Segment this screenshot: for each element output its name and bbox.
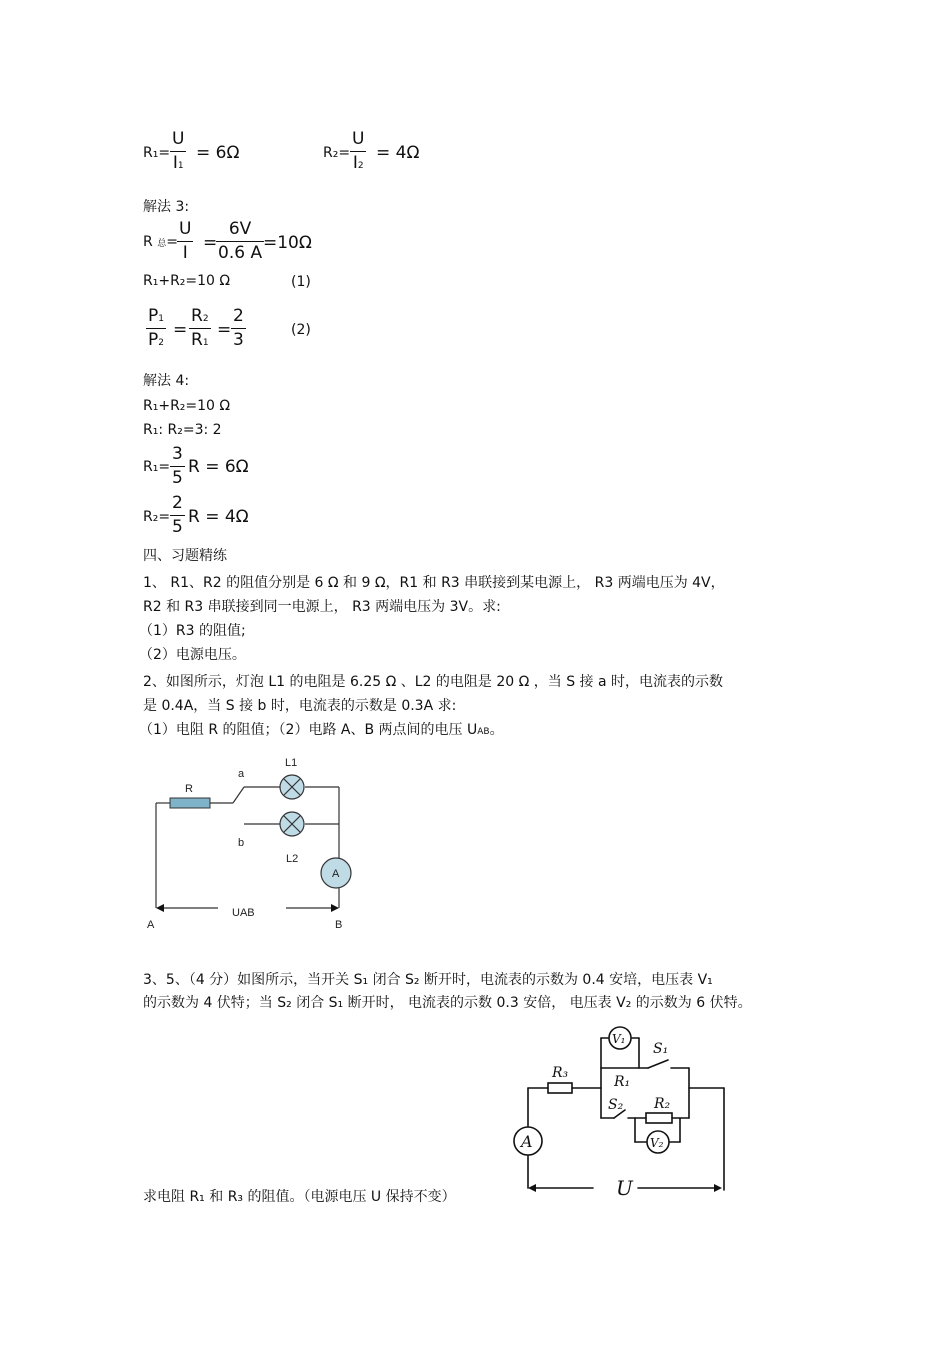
fraction-numerator: 3 (172, 444, 183, 464)
sol3-equation-1: R₁+R₂=10 Ω (143, 273, 231, 289)
fraction-denominator: 5 (172, 468, 183, 488)
equals-sign: = (173, 320, 188, 340)
lamp-l2 (280, 812, 304, 836)
fraction-numerator: P1 (148, 306, 164, 326)
section-title: 四、习题精练 (143, 548, 227, 564)
fraction-numerator: U (172, 129, 185, 149)
label-ammeter: A (521, 1132, 533, 1151)
label-ammeter: A (332, 868, 340, 880)
fraction-denominator: I2 (352, 153, 364, 173)
arrow-right-icon (714, 1184, 722, 1192)
label-r: R (185, 783, 193, 795)
label-point-a: A (147, 919, 155, 931)
q1-line-2: R2 和 R3 串联接到同一电源上， R3 两端电压为 3V。求: (143, 599, 501, 615)
sol2-r2-fraction (350, 131, 366, 172)
arrow-left-icon (528, 1184, 536, 1192)
sol3-resistance-ratio (189, 308, 211, 349)
sol4-r2-label: R₂= (143, 509, 171, 525)
q2-circuit-diagram (140, 750, 380, 940)
sol2-r1-result: = 6Ω (196, 143, 240, 163)
sol4-ratio: R₁: R₂=3: 2 (143, 422, 222, 438)
fraction-denominator: R1 (191, 330, 209, 350)
label-v1: V₁ (612, 1032, 626, 1046)
q1-sub-2: （2）电源电压。 (139, 647, 246, 663)
sol4-r2-fraction (170, 495, 185, 536)
arrow-left-icon (156, 904, 164, 912)
q2-line-1: 2、如图所示，灯泡 L1 的电阻是 6.25 Ω 、L2 的电阻是 20 Ω ，当 S 接 a 时，电流表的示数 (143, 674, 724, 690)
label-s1: S₁ (653, 1041, 669, 1057)
sol2-r2-result: = 4Ω (376, 143, 420, 163)
label-r2: R₂ (654, 1096, 671, 1112)
fraction-denominator: 0.6 A (218, 243, 263, 263)
fraction-numerator: 6V (228, 219, 252, 239)
sol3-equation-2-tag: (2) (291, 322, 311, 338)
label-r3: R₃ (552, 1065, 569, 1081)
sol3-fraction-u-over-i (177, 221, 193, 262)
q3-line-1: 3、5、（4 分）如图所示，当开关 S₁ 闭合 S₂ 断开时，电流表的示数为 0.4 安培，电压表 V₁ (143, 972, 713, 988)
fraction-denominator: 3 (233, 330, 244, 350)
resistor-r (170, 798, 210, 808)
lamp-l1 (280, 775, 304, 799)
fraction-denominator: I1 (172, 153, 184, 173)
sol2-r1-fraction (170, 131, 186, 172)
fraction-denominator: 5 (172, 517, 183, 537)
resistor-r3 (548, 1083, 572, 1093)
arrow-right-icon (331, 904, 339, 912)
fraction-numerator: 2 (233, 306, 244, 326)
q1-line-1: 1、 R1、R2 的阻值分别是 6 Ω 和 9 Ω，R1 和 R3 串联接到某电源上， R3 两端电压为 4V， (143, 575, 725, 591)
fraction-numerator: 2 (172, 493, 183, 513)
sol4-r1-fraction (170, 446, 185, 487)
label-l1: L1 (285, 757, 298, 769)
q2-line-3: （1）电阻 R 的阻值；（2）电路 A、B 两点间的电压 UAB。 (139, 722, 504, 738)
fraction-denominator: I (182, 243, 188, 263)
label-b: b (238, 837, 245, 849)
sol4-r1-result: R = 6Ω (188, 457, 249, 477)
sol2-r2-label: R₂= (323, 145, 351, 161)
q3-circuit-diagram (508, 1020, 738, 1205)
label-uab: UAB (232, 907, 255, 919)
sol4-r1-label: R₁= (143, 459, 171, 475)
equals-sign: = (217, 320, 232, 340)
sol3-fraction-values (216, 221, 264, 262)
label-u: U (616, 1176, 633, 1200)
sol3-equation-1-tag: (1) (291, 274, 311, 290)
sol3-heading: 解法 3: (143, 199, 190, 215)
label-l2: L2 (286, 853, 299, 865)
sol2-r1-label: R₁= (143, 145, 171, 161)
fraction-denominator: P2 (148, 330, 164, 350)
sol4-r2-result: R = 4Ω (188, 507, 249, 527)
sol4-equation-1: R₁+R₂=10 Ω (143, 398, 231, 414)
resistor-r2 (646, 1113, 672, 1123)
sol3-number-ratio (231, 308, 246, 349)
label-r1: R₁ (614, 1074, 631, 1090)
sol3-power-ratio (146, 308, 166, 349)
label-s2: S₂ (608, 1097, 624, 1113)
fraction-numerator: R2 (191, 306, 209, 326)
label-a: a (238, 768, 245, 780)
sol4-heading: 解法 4: (143, 373, 190, 389)
equals-sign: = (203, 233, 218, 253)
sol3-rtotal-label: R 总= (143, 234, 178, 250)
sol3-rtotal-result: =10Ω (263, 233, 312, 253)
q3-line-3: 求电阻 R₁ 和 R₃ 的阻值。（电源电压 U 保持不变） (143, 1189, 456, 1205)
label-v2: V₂ (650, 1136, 664, 1150)
q3-line-2: 的示数为 4 伏特；当 S₂ 闭合 S₁ 断开时， 电流表的示数 0.3 安倍， 电压表 V₂ 的示数为 6 伏特。 (143, 995, 752, 1011)
q2-line-2: 是 0.4A，当 S 接 b 时，电流表的示数是 0.3A 求: (143, 698, 457, 714)
q1-sub-1: （1）R3 的阻值; (139, 623, 246, 639)
fraction-numerator: U (179, 219, 192, 239)
fraction-numerator: U (352, 129, 365, 149)
label-point-b: B (335, 919, 343, 931)
